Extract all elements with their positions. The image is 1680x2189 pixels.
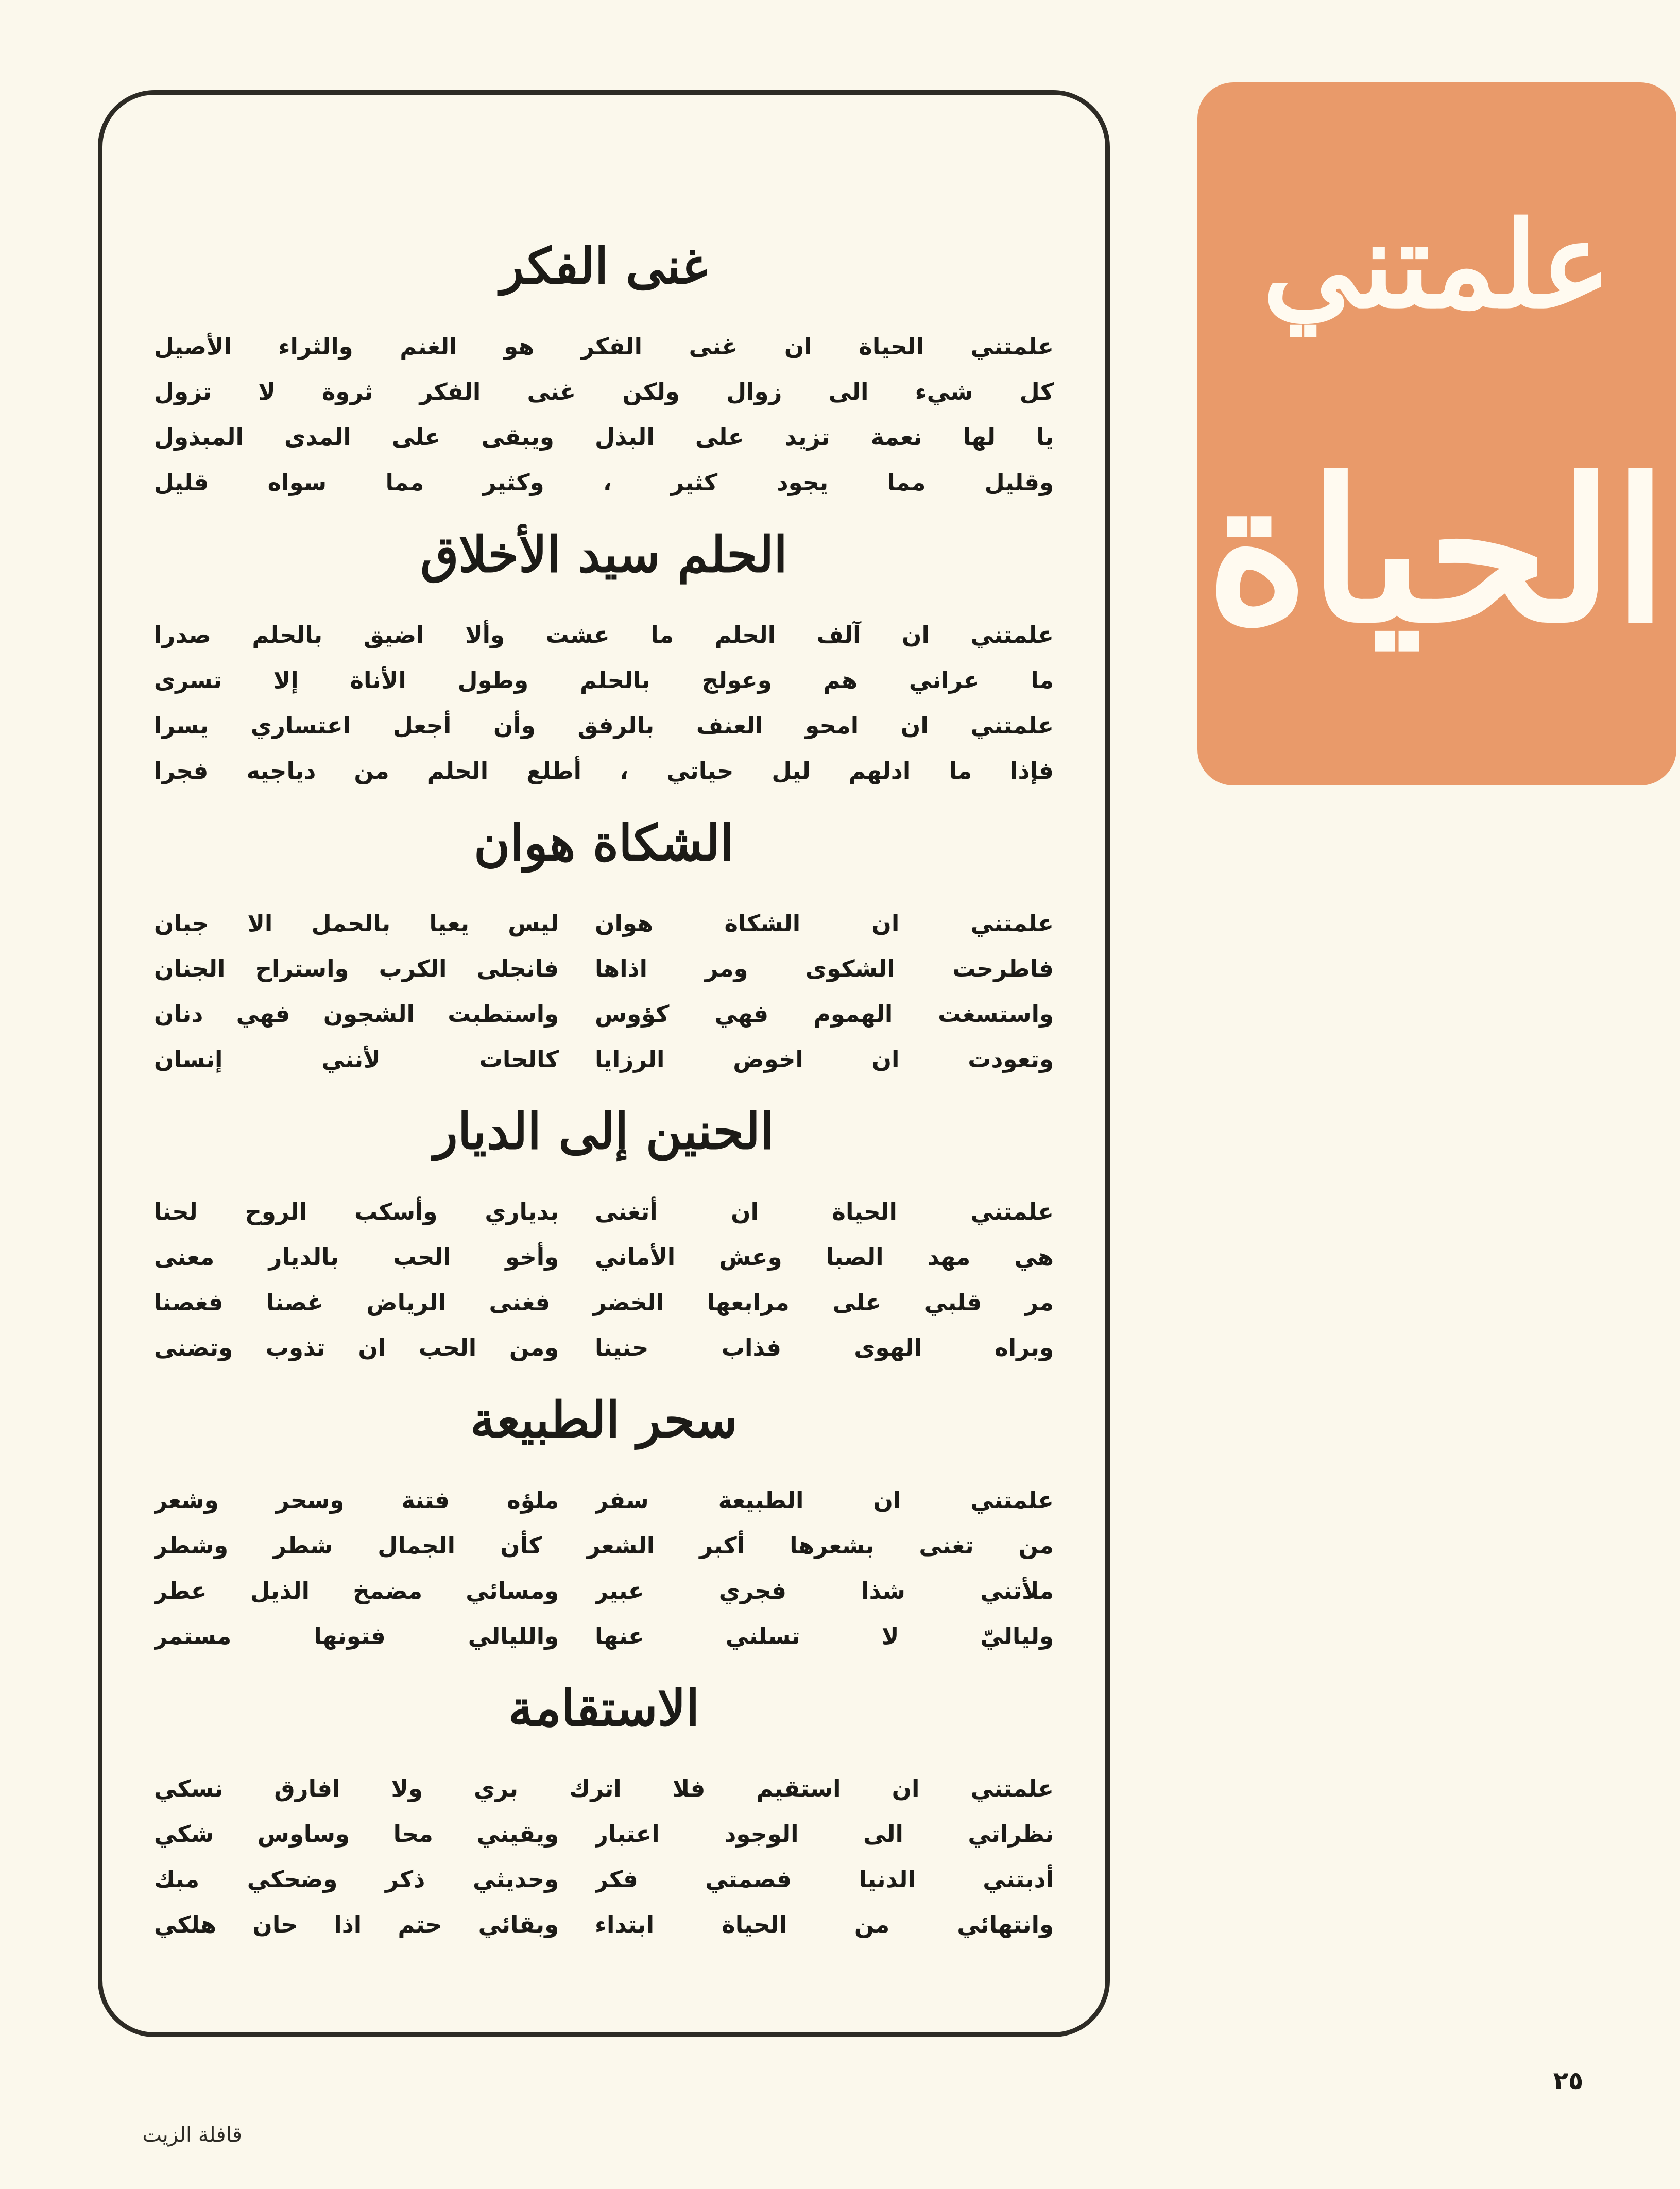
page-number: ٢٥ (1553, 2066, 1584, 2095)
section-nature (154, 1382, 1054, 1671)
section-title: غنى الفكر (500, 237, 708, 295)
verse-second-hemistich: كالحات لأنني إنسان (154, 1046, 559, 1073)
verse-line: ما عراني هم وعولج بالحلم وطول الأناة إلا تسرى (154, 666, 1054, 694)
section-homeland (154, 1094, 1054, 1382)
verse-second-hemistich: ليس يعيا بالحمل الا جبان (154, 910, 559, 937)
title-word-2: الحياة (1206, 436, 1668, 666)
verse-line: يا لها نعمة تزيد على البذل ويبقى على المدى المبذول (154, 423, 1054, 451)
verse-line: كل شيء الى زوال ولكن غنى الفكر ثروة لا تزول (154, 378, 1054, 405)
section-title: سحر الطبيعة (470, 1391, 738, 1449)
verse-line (154, 1325, 1054, 1371)
verse-second-hemistich: وحديثي ذكر وضحكي مبك (154, 1866, 559, 1893)
section-title: الاستقامة (508, 1679, 700, 1737)
section-title: الحلم سيد الأخلاق (420, 525, 787, 584)
verse-line: من تغنى بشعرها أكبر الشعر كأن الجمال شطر وشطر (154, 1532, 1054, 1559)
verse-first-hemistich: وبراه الهوى فذاب حنينا (595, 1334, 1054, 1361)
section-complaint (154, 806, 1054, 1094)
verse-second-hemistich: ومن الحب ان تذوب وتضنى (154, 1334, 559, 1361)
verse-second-hemistich: بدياري وأسكب الروح لحنا (154, 1198, 559, 1225)
verse-line (154, 1811, 1054, 1857)
verse-first-hemistich: ولياليّ لا تسلني عنها (595, 1622, 1054, 1650)
verse-second-hemistich: واستطبت الشجون فهي دنان (154, 1000, 559, 1028)
verse-first-hemistich: وانتهائي من الحياة ابتداء (595, 1911, 1054, 1938)
title-block (1197, 82, 1676, 785)
verse-first-hemistich: وتعودت ان اخوض الرزايا (595, 1046, 1054, 1073)
verse-first-hemistich: علمتني الحياة ان أتغنى (595, 1198, 1054, 1225)
verse-second-hemistich: ملؤه فتنة وسحر وشعر (154, 1486, 559, 1514)
verse-first-hemistich: فاطرحت الشكوى ومر اذاها (595, 955, 1054, 982)
verse-first-hemistich: علمتني ان الشكاة هوان (595, 910, 1054, 937)
magazine-name: قافلة الزيت (142, 2123, 242, 2147)
verse-second-hemistich: والليالي فتونها مستمر (154, 1622, 559, 1650)
verse-line (154, 901, 1054, 946)
verse-line (154, 1902, 1054, 1947)
verse-second-hemistich: ويقيني محا وساوس شكي (154, 1820, 559, 1848)
verse-line: علمتني ان استقيم فلا اترك بري ولا افارق نسكي (154, 1775, 1054, 1802)
verse-line (154, 1614, 1054, 1659)
verse-first-hemistich: ملأتني شذا فجري عبير (595, 1577, 1054, 1604)
section-title: الشكاة هوان (474, 814, 734, 872)
verse-line (154, 1478, 1054, 1523)
verse-line (154, 1037, 1054, 1082)
verse-first-hemistich: واستسغت الهموم فهي كؤوس (595, 1000, 1054, 1028)
verse-second-hemistich: وأخو الحب بالديار معنى (154, 1243, 559, 1271)
verse-line: مر قلبي على مرابعها الخضر فغنى الرياض غصنا فغصنا (154, 1289, 1054, 1316)
verse-line: وقليل مما يجود كثير ، وكثير مما سواه قليل (154, 469, 1054, 496)
verse-line: فإذا ما ادلهم ليل حياتي ، أطلع الحلم من دياجيه فجرا (154, 757, 1054, 784)
verse-line (154, 1189, 1054, 1235)
poem-frame (98, 90, 1110, 2037)
verse-first-hemistich: علمتني ان الطبيعة سفر (595, 1486, 1054, 1514)
title-word-1: علمتني (1262, 196, 1612, 335)
verse-second-hemistich: فانجلى الكرب واستراح الجنان (154, 955, 559, 982)
verse-first-hemistich: أدبتني الدنيا فصمتي فكر (595, 1866, 1054, 1893)
section-forbearance (154, 517, 1054, 806)
verse-line (154, 946, 1054, 991)
verse-first-hemistich: هي مهد الصبا وعش الأماني (595, 1243, 1054, 1271)
verse-line (154, 1568, 1054, 1614)
verse-first-hemistich: نظراتي الى الوجود اعتبار (595, 1820, 1054, 1848)
verse-second-hemistich: وبقائي حتم اذا حان هلكي (154, 1911, 559, 1938)
section-integrity (154, 1671, 1054, 1959)
verse-second-hemistich: ومسائي مضمخ الذيل عطر (154, 1577, 559, 1604)
section-title: الحنين إلى الديار (434, 1102, 774, 1160)
verse-line (154, 1857, 1054, 1902)
verse-line (154, 991, 1054, 1037)
verse-line: علمتني الحياة ان غنى الفكر هو الغنم والثراء الأصيل (154, 333, 1054, 360)
verse-line: علمتني ان امحو العنف بالرفق وأن أجعل اعتساري يسرا (154, 712, 1054, 739)
verse-line: علمتني ان آلف الحلم ما عشت وألا اضيق بالحلم صدرا (154, 621, 1054, 648)
section-intellect (154, 229, 1054, 517)
verse-line (154, 1235, 1054, 1280)
